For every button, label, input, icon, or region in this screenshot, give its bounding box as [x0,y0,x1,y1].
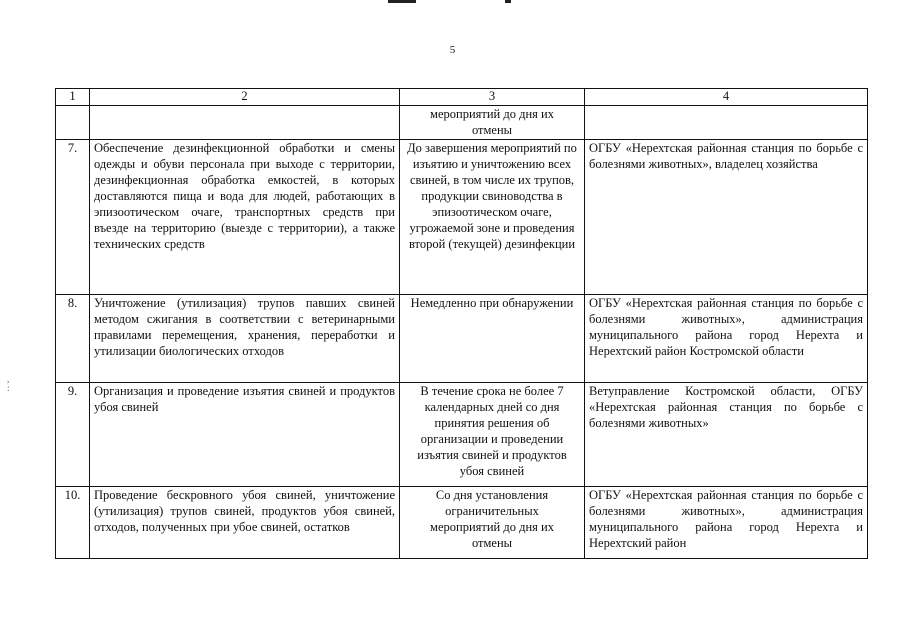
measure-name: Обеспечение дезинфекционной обработки и смены одежды и обуви персонала при выходе с территории, дезинфекционная обработка емкостей, в которых доставляются пища и вода для людей, работающих в эпизоотическом очаге, транспортных средств при въезде на территорию (выезде с территории), а также технических средств [90,140,400,295]
measure-term: Со дня установления ограничительных мероприятий до дня их отмены [400,487,585,559]
measure-name: Уничтожение (утилизация) трупов павших свиней методом сжигания в соответствии с ветеринарными правилами перемещения, хранения, переработки и утилизации биологических отходов [90,295,400,383]
row-number: 7. [56,140,90,295]
measure-name: Организация и проведение изъятия свиней и продуктов убоя свиней [90,383,400,487]
row-number: 10. [56,487,90,559]
measure-term: Немедленно при обнаружении [400,295,585,383]
measure-term: До завершения мероприятий по изъятию и уничтожению всех свиней, в том числе их трупов, продукции свиноводства в эпизоотическом очаге, угрожаемой зоне и проведения второй (текущей) дезинфекции [400,140,585,295]
measure-name [90,106,400,140]
header-cell-1: 1 [56,89,90,106]
scan-artifact: , : [7,374,10,393]
table-row [56,140,868,295]
header-cell-3: 3 [400,89,585,106]
measure-responsible: ОГБУ «Нерехтская районная станция по борьбе с болезнями животных», владелец хозяйства [585,140,868,295]
row-number: 9. [56,383,90,487]
header-cell-4: 4 [585,89,868,106]
table-row [56,383,868,487]
measure-responsible: Ветуправление Костромской области, ОГБУ «Нерехтская районная станция по борьбе с болезнями животных» [585,383,868,487]
table-row [56,106,868,140]
measure-term: В течение срока не более 7 календарных дней со дня принятия решения об организации и проведении изъятия свиней и продуктов убоя свиней [400,383,585,487]
row-number [56,106,90,140]
table-header-row [56,89,868,106]
page-number: 5 [449,44,456,56]
measures-table [55,88,868,559]
measure-responsible [585,106,868,140]
row-number: 8. [56,295,90,383]
table-row [56,487,868,559]
header-cell-2: 2 [90,89,400,106]
measure-term: мероприятий до дня их отмены [400,106,585,140]
measure-responsible: ОГБУ «Нерехтская районная станция по борьбе с болезнями животных», администрация муниципального района город Нерехта и Нерехтский район [585,487,868,559]
table-row [56,295,868,383]
scan-edge-mark [388,0,416,3]
scan-edge-mark [505,0,511,3]
measure-responsible: ОГБУ «Нерехтская районная станция по борьбе с болезнями животных», администрация муниципального района город Нерехта и Нерехтский район Костромской области [585,295,868,383]
measure-name: Проведение бескровного убоя свиней, уничтожение (утилизация) трупов свиней, продуктов убоя свиней, отходов, полученных при убое свиней, остатков [90,487,400,559]
